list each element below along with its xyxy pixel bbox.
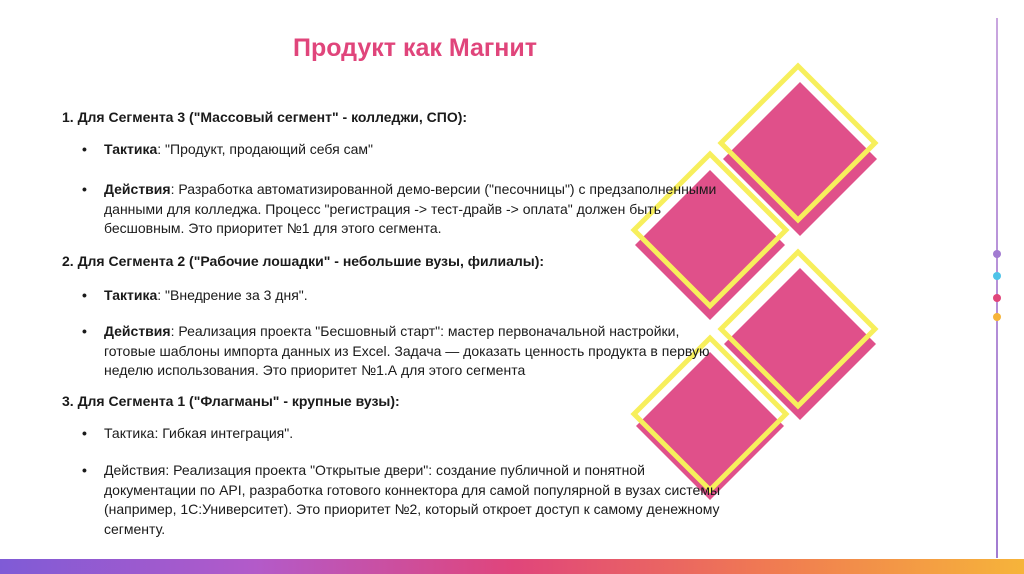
bullet-label: Тактика [104, 287, 158, 303]
bullet-glyph: • [82, 141, 87, 157]
section-heading: 2. Для Сегмента 2 ("Рабочие лошадки" - небольшие вузы, филиалы): [62, 253, 545, 269]
bullet-text: Тактика: Гибкая интеграция". [104, 425, 294, 441]
nav-dot [993, 294, 1001, 302]
bottom-gradient-bar [0, 559, 1024, 574]
list-item [82, 140, 722, 160]
bullet-text: : Реализация проекта "Бесшовный старт": мастер первоначальной настройки, готовые шаблоны импорта данных из Excel. Задача — доказать ценность продукта в первую неделю использования. Это приоритет №1.А для этого сегмента [104, 323, 710, 378]
bullet-glyph: • [82, 181, 87, 197]
nav-dot [993, 313, 1001, 321]
bullet-label: Действия [104, 323, 171, 339]
bullet-glyph: • [82, 425, 87, 441]
bullet-text: : "Внедрение за 3 дня". [157, 287, 308, 303]
bullet-label: Действия [104, 181, 171, 197]
section-heading: 3. Для Сегмента 1 ("Флагманы" - крупные вузы): [62, 393, 400, 409]
list-item [82, 424, 722, 444]
bullet-glyph: • [82, 462, 87, 478]
nav-dot [993, 250, 1001, 258]
bullet-text: : "Продукт, продающий себя сам" [157, 141, 373, 157]
bullet-text: Действия: Реализация проекта "Открытые двери": создание публичной и понятной документации по API, разработка готового коннектора для самой популярной в вузах системы (например, 1С:Университет). Это приоритет №2, который откроет доступ к самому денежному сегменту. [104, 462, 721, 537]
nav-dot [993, 272, 1001, 280]
slide-title: Продукт как Магнит [293, 34, 537, 62]
right-rail-line [996, 18, 998, 558]
list-item [82, 180, 722, 239]
bullet-text: : Разработка автоматизированной демо-версии ("песочницы") с предзаполненными данными для колледжа. Процесс "регистрация -> тест-драйв -> оплата" должен быть бесшовным. Это приоритет №1 для этого сегмента. [104, 181, 717, 236]
list-item [82, 322, 722, 381]
bullet-label: Тактика [104, 141, 158, 157]
list-item [82, 286, 722, 306]
section-heading: 1. Для Сегмента 3 ("Массовый сегмент" - колледжи, СПО): [62, 109, 468, 125]
list-item [82, 461, 722, 539]
bullet-glyph: • [82, 287, 87, 303]
bullet-glyph: • [82, 323, 87, 339]
